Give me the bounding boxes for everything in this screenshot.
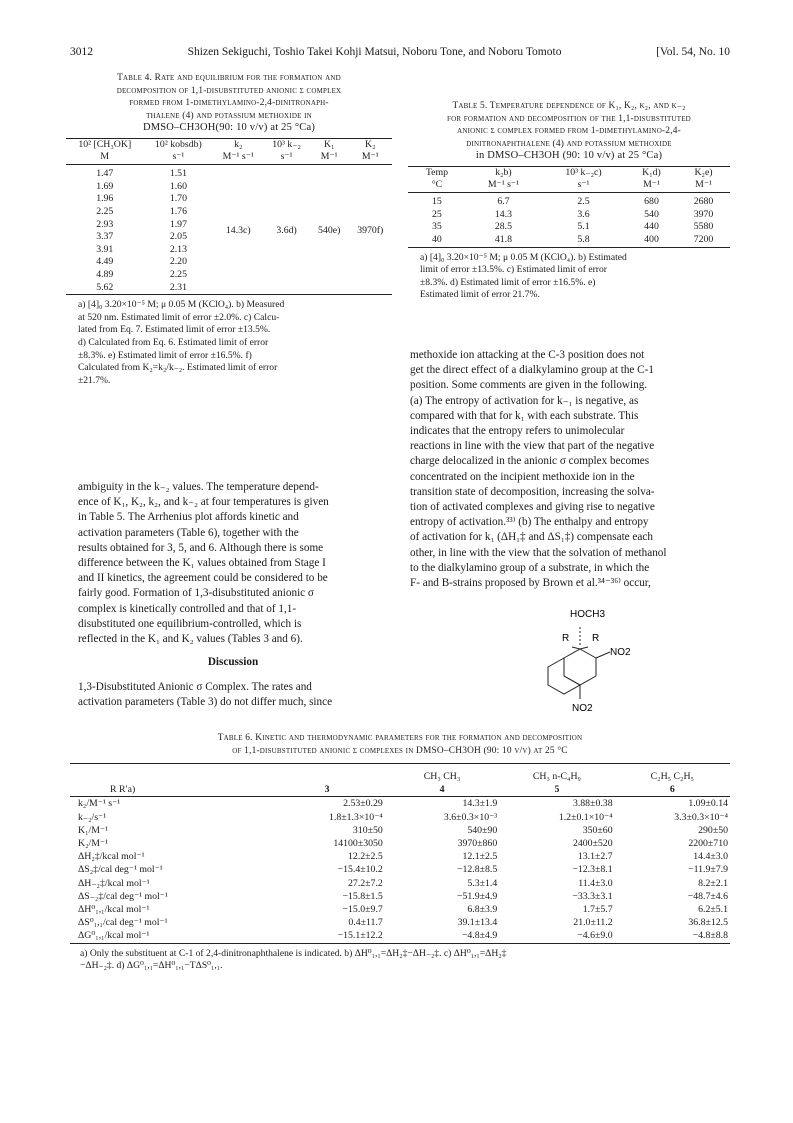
unit: °C — [431, 179, 443, 191]
footnote-line: −ΔH₋₂‡. d) ΔG⁰₁,₁=ΔH⁰₁,₁−TΔS⁰₁,₁. — [80, 960, 223, 972]
cell: 39.1±13.4 — [457, 917, 498, 929]
col-header: K₂e) — [694, 166, 713, 178]
cell: 350±60 — [582, 824, 613, 836]
text-line: ence of K₁, K₂, k₂, and k₋₂ at four temperatures is given — [78, 496, 329, 509]
cell: 2.05 — [169, 231, 187, 243]
footnote-line: a) [4]₀ 3.20×10⁻⁵ M; μ 0.05 M (KClO₄). b) Measured — [78, 299, 285, 311]
cell: 14100±3050 — [333, 838, 383, 850]
table-row — [66, 244, 392, 257]
row-label: ΔH₂‡/kcal mol⁻¹ — [78, 851, 145, 863]
col-header: k₂ — [234, 138, 243, 150]
cell: 1.76 — [169, 205, 187, 217]
authors: Shizen Sekiguchi, Toshio Takei Kohji Matsui, Noboru Tone, and Noboru Tomoto — [187, 46, 562, 58]
volume: [Vol. 54, No. 10 — [656, 46, 730, 58]
text-line: activation parameters (Table 6), together with the — [78, 526, 299, 539]
col-header: 10³ k₋₂c) — [565, 166, 602, 178]
cell: 14.3 — [494, 208, 513, 220]
cell: −48.7±4.6 — [687, 890, 728, 902]
group-header: CH₃ CH₃ — [423, 771, 461, 782]
cell: 2.20 — [169, 256, 187, 268]
text-line: get the direct effect of a dialkylamino group at the C-1 — [410, 364, 654, 377]
col-header: 5 — [554, 784, 560, 796]
merged-cell: 14.3c) — [225, 224, 251, 236]
col-header: K₂ — [365, 138, 376, 150]
cell: −15.4±10.2 — [337, 864, 383, 876]
row-label: ΔG⁰₁,₁/kcal mol⁻¹ — [78, 930, 150, 942]
caption-line: DMSO–CH3OH(90: 10 v/v) at 25 °Ca) — [142, 122, 316, 133]
cell: 1.51 — [169, 168, 187, 180]
table-row — [66, 219, 392, 232]
cell: 2.53±0.29 — [343, 798, 383, 810]
caption-line: Table 5. Temperature dependence of K₁, K₂, k₂, and k₋₂ — [452, 101, 686, 111]
text-line: complex is kinetically controlled and that of 1,1- — [78, 602, 297, 615]
cell: −4.8±8.8 — [692, 930, 728, 942]
cell: −15.8±1.5 — [342, 890, 383, 902]
cell: 2.31 — [169, 281, 187, 293]
cell: 1.8±1.3×10⁻⁴ — [329, 811, 383, 823]
cell: 440 — [644, 221, 659, 233]
caption-line: decomposition of 1,1-disubstituted anionic σ complex — [116, 85, 342, 96]
unit: M — [100, 151, 110, 163]
table-row — [408, 221, 730, 234]
cell: 27.2±7.2 — [348, 877, 383, 889]
table-row — [70, 929, 730, 943]
left-body-text — [78, 480, 388, 647]
structure-label-nitro-side: NO2 — [610, 647, 631, 658]
cell: 2.13 — [169, 243, 187, 255]
text-line: of activation for k₁ (ΔH₁‡ and ΔS₁‡) compensate each — [410, 531, 653, 544]
naphthalene-complex-diagram — [520, 605, 650, 715]
cell: 7200 — [693, 233, 714, 245]
unit: s⁻¹ — [577, 179, 590, 191]
text-line: indicates that the entropy refers to unimolecular — [410, 425, 625, 438]
text-line: disubstituted one equilibrium-controlled, which is — [78, 617, 302, 630]
footnote-line: limit of error ±13.5%. c) Estimated limit of error — [420, 264, 607, 276]
cell: 2.93 — [96, 218, 114, 230]
table-row — [66, 168, 392, 181]
cell: 5.1 — [577, 221, 590, 233]
footnote-line: Calculated from K₂=k₂/k₋₂. Estimated limit of error — [78, 362, 278, 374]
cell: 2680 — [693, 196, 714, 208]
cell: 3.91 — [96, 243, 114, 255]
cell: 1.2±0.1×10⁻⁴ — [558, 811, 613, 823]
discussion-heading: Discussion — [207, 656, 259, 668]
cell: 1.47 — [96, 168, 114, 180]
table6-footnotes — [70, 948, 730, 973]
row-label: ΔS₂‡/cal deg⁻¹ mol⁻¹ — [78, 864, 163, 876]
text-line: (a) The entropy of activation for k₋₁ is negative, as — [410, 394, 639, 407]
cell: 1.96 — [96, 193, 114, 205]
caption-line: Table 4. Rate and equilibrium for the formation and — [117, 73, 341, 83]
text-line: to the dialkylamino group of a substrate, in which the — [410, 561, 650, 574]
cell: 13.1±2.7 — [577, 851, 613, 863]
unit: M⁻¹ — [643, 179, 660, 191]
caption-line: for formation and decomposition of the 1,1-disubstituted — [447, 113, 691, 124]
cell: 5.3±1.4 — [467, 877, 498, 889]
discussion-text — [78, 680, 388, 710]
cell: 3970±860 — [457, 838, 498, 850]
merged-cell: 3970f) — [357, 224, 384, 236]
table-row — [66, 181, 392, 194]
structure-label-r-right: R — [592, 633, 600, 644]
cell: 1.69 — [96, 180, 114, 192]
text-line: activation parameters (Table 3) do not differ much, since — [78, 696, 333, 709]
unit: s⁻¹ — [172, 151, 185, 163]
cell: 2200±710 — [688, 838, 728, 850]
text-line: 1,3-Disubstituted Anionic σ Complex. The rates and — [78, 681, 312, 693]
group-header — [70, 770, 269, 783]
unit: M⁻¹ — [695, 179, 712, 191]
footnote-line: d) Calculated from Eq. 6. Estimated limit of error — [78, 336, 269, 348]
row-label: ΔS₋₂‡/cal deg⁻¹ mol⁻¹ — [78, 890, 168, 902]
col-header: Temp — [425, 166, 449, 178]
table5-caption — [408, 100, 730, 163]
row-label: K₂/M⁻¹ — [78, 838, 109, 850]
cell: 1.97 — [169, 218, 187, 230]
cell: −4.8±4.9 — [461, 930, 498, 942]
cell: 290±50 — [698, 824, 728, 836]
table-row — [66, 256, 392, 269]
unit: M⁻¹ — [320, 151, 338, 163]
caption-line: formed from 1-dimethylamino-2,4-dinitronaph- — [129, 98, 329, 108]
table-row — [70, 837, 730, 850]
footnote-line: ±8.3%. d) Estimated limit of error ±16.5%. e) — [420, 276, 596, 288]
table-row — [70, 890, 730, 903]
cell: 12.1±2.5 — [462, 851, 498, 863]
cell: 400 — [644, 233, 659, 245]
cell: 40 — [432, 233, 442, 245]
cell: −51.9±4.9 — [456, 890, 498, 902]
table5-block — [408, 100, 730, 302]
cell: 2.25 — [96, 205, 114, 217]
row-label: ΔS⁰₁,₁/cal deg⁻¹ mol⁻¹ — [78, 917, 168, 929]
cell: 0.4±11.7 — [348, 917, 383, 929]
caption-line: of 1,1-disubstituted anionic σ complexes in DMSO–CH3OH (90: 10 v/v) at 25 °C — [232, 745, 568, 756]
cell: −15.0±9.7 — [342, 904, 383, 916]
caption-line: thalene (4) and potassium methoxide in — [146, 110, 312, 121]
text-line: ambiguity in the k₋₂ values. The temperature depend- — [78, 481, 319, 493]
table4 — [66, 138, 392, 296]
cell: 4.49 — [96, 256, 114, 268]
table-row — [66, 282, 392, 295]
cell: 540 — [644, 208, 659, 220]
footnote-line: Estimated limit of error 21.7%. — [420, 289, 540, 301]
cell: 6.8±3.9 — [467, 904, 498, 916]
cell: 1.09±0.14 — [688, 798, 728, 810]
cell: −11.9±7.9 — [688, 864, 728, 876]
cell: 5.8 — [577, 233, 590, 245]
cell: 25 — [432, 208, 442, 220]
cell: −33.3±3.1 — [572, 890, 613, 902]
footnote-line: at 520 nm. Estimated limit of error ±2.0%. c) Calcu- — [78, 311, 280, 323]
table-row — [66, 193, 392, 206]
text-line: methoxide ion attacking at the C-3 position does not — [410, 349, 645, 361]
caption-line: in DMSO–CH3OH (90: 10 v/v) at 25 °Ca) — [475, 150, 663, 161]
cell: 2.25 — [169, 268, 187, 280]
col-header: K₁ — [323, 138, 335, 150]
footnote-line: ±21.7%. — [78, 374, 111, 386]
table-row — [70, 916, 730, 929]
cell: −12.3±8.1 — [572, 864, 613, 876]
cell: 41.8 — [494, 233, 513, 245]
group-header — [269, 770, 384, 783]
text-line: tion of activated complexes and giving rise to negative — [410, 501, 655, 514]
row-label: ΔH₋₂‡/kcal mol⁻¹ — [78, 877, 150, 889]
text-line: charge delocalized in the anionic σ complex becomes — [410, 455, 650, 468]
cell: −12.8±8.5 — [456, 864, 498, 876]
table-row — [408, 209, 730, 222]
right-body-text — [410, 348, 730, 591]
cell: 2.5 — [577, 196, 590, 208]
col-header: 10³ k₋₂ — [272, 138, 301, 150]
table-row — [70, 811, 730, 824]
table4-caption — [66, 72, 392, 135]
cell: 5580 — [693, 221, 714, 233]
cell: 3970 — [693, 208, 714, 220]
table-row — [66, 269, 392, 282]
text-line: results obtained for 3, 5, and 6. Although there is some — [78, 541, 324, 554]
cell: 6.2±5.1 — [698, 904, 728, 916]
cell: 36.8±12.5 — [688, 917, 728, 929]
group-header: C₂H₅ C₂H₅ — [650, 771, 694, 782]
cell: −4.6±9.0 — [577, 930, 613, 942]
cell: 3.3±0.3×10⁻⁴ — [674, 811, 728, 823]
table6-caption — [70, 732, 730, 757]
col-header: 4 — [439, 784, 445, 796]
unit: s⁻¹ — [280, 151, 293, 163]
footnote-line: ±8.3%. e) Estimated limit of error ±16.5%. f) — [78, 349, 252, 361]
text-line: reflected in the K₁ and K₂ values (Tables 3 and 6). — [78, 633, 303, 646]
row-label: k₂/M⁻¹ s⁻¹ — [78, 798, 121, 810]
cell: 680 — [644, 196, 659, 208]
cell: −15.1±12.2 — [337, 930, 383, 942]
col-header: R R′a) — [110, 784, 136, 796]
merged-cell: 3.6d) — [276, 224, 297, 236]
group-header: CH₃ n-C₄H₉ — [532, 771, 581, 782]
cell: 15 — [432, 196, 442, 208]
cell: 1.7±5.7 — [582, 904, 613, 916]
row-label: k₋₂/s⁻¹ — [78, 811, 107, 823]
cell: 3.6 — [577, 208, 590, 220]
text-line: other, in line with the view that the solvation of methanol — [410, 546, 667, 559]
cell: 3.6±0.3×10⁻³ — [443, 811, 498, 823]
text-line: concentrated on the incipient methoxide ion in the — [410, 470, 635, 483]
unit: M⁻¹ — [361, 151, 379, 163]
table-row — [70, 877, 730, 890]
row-label: K₁/M⁻¹ — [78, 824, 109, 836]
caption-line: dinitronaphthalene (4) and potassium methoxide — [466, 138, 672, 149]
text-line: transition state of decomposition, increasing the solva- — [410, 485, 655, 498]
unit: M⁻¹ s⁻¹ — [487, 179, 520, 191]
cell: 14.4±3.0 — [693, 851, 728, 863]
caption-line: anionic σ complex formed from 1-dimethylamino-2,4- — [457, 126, 681, 136]
cell: 28.5 — [494, 221, 513, 233]
row-label: ΔH⁰₁,₁/kcal mol⁻¹ — [78, 904, 150, 916]
structure-label-nitro-bottom: NO2 — [572, 703, 593, 714]
structure-label-r-left: R — [562, 633, 570, 644]
structure-label-top: HOCH3 — [570, 609, 606, 620]
cell: 1.70 — [169, 193, 187, 205]
caption-line: Table 6. Kinetic and thermodynamic parameters for the formation and decomposition — [217, 733, 583, 743]
cell: 8.2±2.1 — [698, 877, 728, 889]
table6-block — [70, 732, 730, 973]
table5-footnotes — [408, 252, 730, 302]
text-line: position. Some comments are given in the following. — [410, 379, 648, 392]
col-header: 6 — [669, 784, 675, 796]
merged-cell: 540e) — [318, 224, 341, 236]
cell: 540±90 — [467, 824, 498, 836]
chemical-structure — [520, 605, 650, 715]
text-line: difference between the K₁ values obtained from Stage I — [78, 557, 326, 570]
cell: 35 — [432, 221, 442, 233]
text-line: compared with that for k₁ with each substrate. This — [410, 409, 639, 422]
cell: 310±50 — [352, 824, 383, 836]
cell: 5.62 — [96, 281, 114, 293]
unit: M⁻¹ s⁻¹ — [222, 151, 254, 163]
footnote-line: a) Only the substituent at C-1 of 2,4-dinitronaphthalene is indicated. b) ΔH⁰₁,₁=ΔH₂‡−ΔH₋₂‡. c) ΔH⁰₁,₁=ΔH₂‡ — [80, 947, 507, 959]
text-line: F- and B-strains proposed by Brown et al.³⁴⁻³⁶⁾ occur, — [410, 577, 651, 590]
footnote-line: a) [4]₀ 3.20×10⁻⁵ M; μ 0.05 M (KClO₄). b) Estimated — [420, 251, 627, 263]
text-line: reactions in line with the view that part of the negative — [410, 440, 655, 453]
table5 — [408, 166, 730, 248]
cell: 3.88±0.38 — [572, 798, 613, 810]
table-row — [70, 863, 730, 876]
col-header: 10² [CH₃OK] — [78, 138, 132, 150]
cell: 2400±520 — [572, 838, 613, 850]
col-header: K₁d) — [642, 166, 661, 178]
col-header: 10² kobsdb) — [155, 138, 202, 150]
cell: 12.2±2.5 — [348, 851, 383, 863]
col-header: 3 — [324, 784, 330, 796]
table-row — [70, 797, 730, 811]
running-header — [70, 46, 730, 58]
col-header: k₂b) — [495, 166, 512, 178]
text-line: fairly good. Formation of 1,3-disubstituted anionic σ — [78, 587, 314, 600]
cell: 11.4±3.0 — [578, 877, 613, 889]
cell: 6.7 — [497, 196, 510, 208]
cell: 21.0±11.2 — [573, 917, 613, 929]
cell: 1.60 — [169, 180, 187, 192]
table-row — [66, 206, 392, 219]
text-line: entropy of activation.³³⁾ (b) The enthalpy and entropy — [410, 516, 649, 529]
cell: 4.89 — [96, 268, 114, 280]
table-row — [408, 196, 730, 209]
table-row — [70, 824, 730, 837]
footnote-line: lated from Eq. 7. Estimated limit of error ±13.5%. — [78, 324, 271, 336]
table4-block — [66, 72, 392, 387]
page-number: 3012 — [70, 46, 93, 58]
text-line: in Table 5. The Arrhenius plot affords kinetic and — [78, 511, 299, 524]
table-row — [408, 234, 730, 247]
table-row — [70, 850, 730, 863]
cell: 14.3±1.9 — [462, 798, 498, 810]
cell: 3.37 — [96, 231, 114, 243]
text-line: and II kinetics, the agreement could be considered to be — [78, 572, 328, 585]
table-row — [70, 903, 730, 916]
table6 — [70, 763, 730, 944]
table4-footnotes — [66, 299, 392, 387]
